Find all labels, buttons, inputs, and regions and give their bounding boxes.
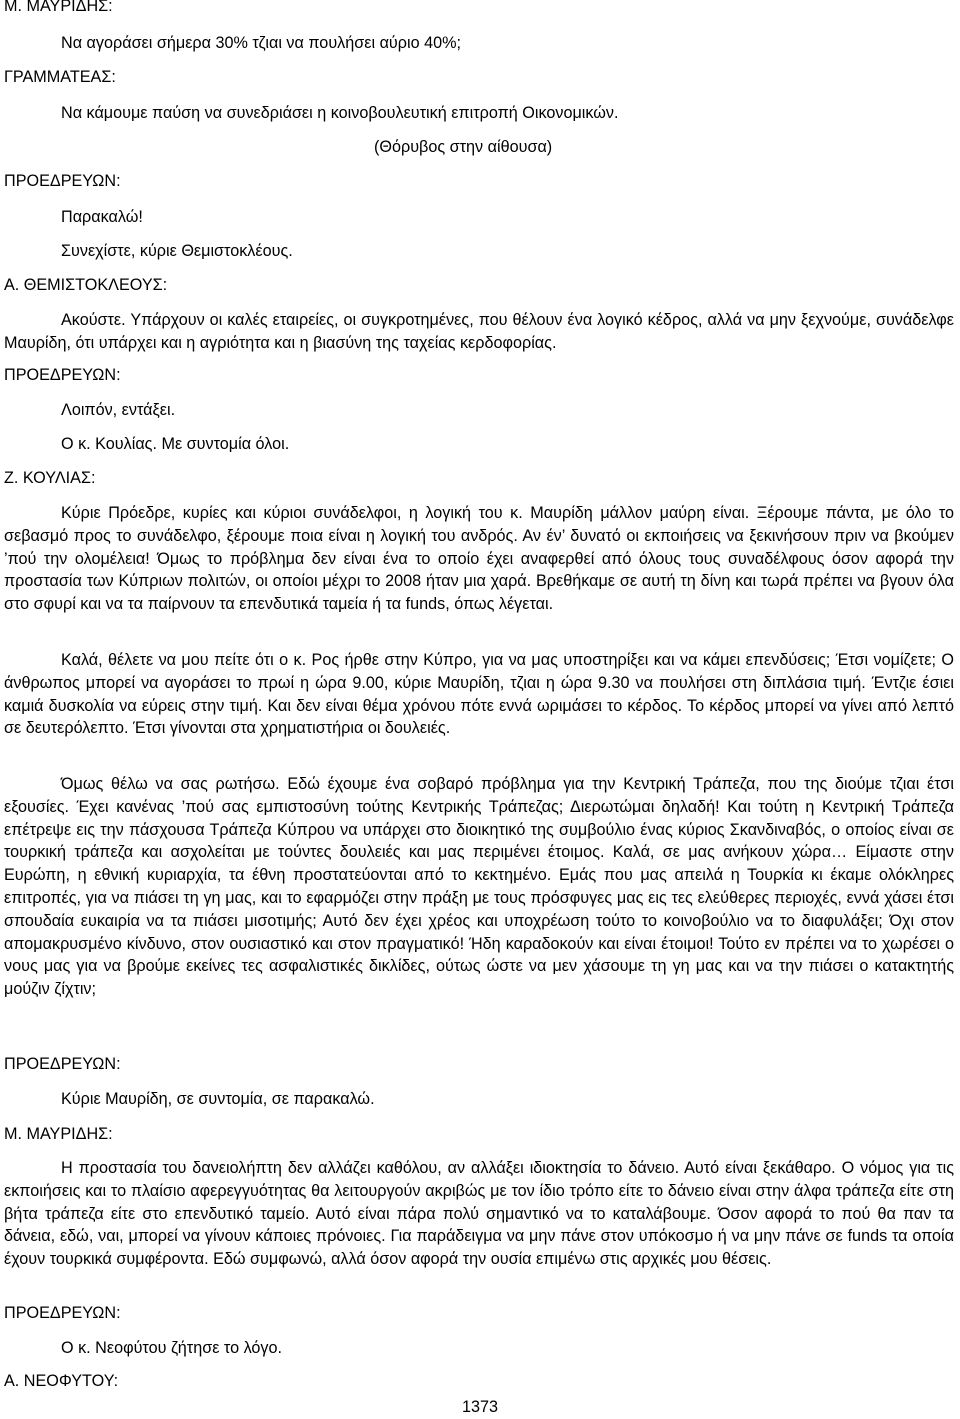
speaker-label-grammateas: ΓΡΑΜΜΑΤΕΑΣ: — [4, 68, 116, 86]
speaker-label-mavridis: Μ. ΜΑΥΡΙΔΗΣ: — [4, 0, 113, 15]
speaker-label-koulias: Ζ. ΚΟΥΛΙΑΣ: — [4, 469, 96, 487]
page-number: 1373 — [461, 1398, 498, 1416]
speech-line: Ο κ. Νεοφύτου ζήτησε το λόγο. — [61, 1339, 283, 1357]
speaker-label-proedreuon: ΠΡΟΕΔΡΕΥΩΝ: — [4, 1304, 121, 1322]
speaker-label-proedreuon: ΠΡΟΕΔΡΕΥΩΝ: — [4, 172, 121, 190]
speech-paragraph: Η προστασία του δανειολήπτη δεν αλλάζει καθόλου, αν αλλάξει ιδιοκτησία το δάνειο. Αυτό είναι ξεκάθαρο. Ο νόμος για τις εκποιήσεις και το πλαίσιο αφερεγγυότητας θα λειτουργούν ακριβώς με τον ίδιο τρόπο είτε το δάνειο είναι στην άλφα τράπεζα είτε στη βήτα τράπεζα είτε στο επενδυτικό ταμείο. Αυτό είναι πάρα πολύ σημαντικό να το καταλάβουμε. Όσον αφορά το πού θα παν τα δάνεια, εδώ, ναι, μπορεί να γίνουν κάποιες πρόνοιες. Για παράδειγμα να μην πάνε στον υπόκοσμο ή να μην πάνε σε funds τα οποία έχουν τουρκικά συμφέροντα. Εδώ συμφωνώ, αλλά όσον αφορά την ουσία επιμένω στις αρχικές μου θέσεις. — [4, 1159, 954, 1269]
speaker-label-proedreuon: ΠΡΟΕΔΡΕΥΩΝ: — [4, 1055, 121, 1073]
speech-paragraph: Ακούστε. Υπάρχουν οι καλές εταιρείες, οι συγκροτημένες, που θέλουν ένα λογικό κέδρος, αλλά να μην ξεχνούμε, συνάδελφε Μαυρίδη, ότι υπάρχει και η αγριότητα και η βιασύνη της ταχείας κερδοφορίας. — [4, 311, 954, 352]
speech-line: Να κάμουμε παύση να συνεδριάσει η κοινοβουλευτική επιτροπή Οικονομικών. — [61, 104, 619, 122]
speech-paragraph: Όμως θέλω να σας ρωτήσω. Εδώ έχουμε ένα σοβαρό πρόβλημα για την Κεντρική Τράπεζα, που της διούμε τζιαι έτσι εξουσίες. Έχει κανένας ’πού σας εμπιστοσύνη τούτης Κεντρικής Τράπεζας; Διερωτώμαι δηλαδή! Και τούτη η Κεντρική Τράπεζα επέτρεψε εις την πάσχουσα Τράπεζα Κύπρου να υπάρχει στο διοικητικό της συμβούλιο ένας κύριος Σκανδιναβός, ο οποίος είναι σε τουρκική τράπεζα και ασχολείται με τούντες δουλειές και μας περιμένει έτοιμος. Καλά, σε μας ανήκουν χώρα… Είμαστε στην Ευρώπη, η εθνική κυριαρχία, τα έθνη προστατεύονται από το κεκτημένο. Εμάς που μας απειλά η Τουρκία κι έκαμε ολόκληρες επιτροπές, για να πιάσει τη γη μας, και το εφαρμόζει στην πράξη με τους πρόσφυγες μας εις τες ελεύθερες περιοχές, εννά χάσει έτσι σπουδαία ευκαιρία να τα πιάσει μισοτιμής; Αυτό δεν έχει χρέος και υποχρέωση τούτο το κοινοβούλιο να το διαφυλάξει; Όχι στον απομακρυσμένο κίνδυνο, στον ουσιαστικό και στον πραγματικό! Ήδη καραδοκούν και είναι έτοιμοι! Τούτο εν πρέπει να το χωρέσει ο νους μας για να βρούμε εκείνες τες ασφαλιστικές δικλίδες, ούτως ώστε να μεν χάσουμε τη γη μας και να την πιάσει ο κατακτητής μούζιν ζίχτιν; — [4, 775, 954, 999]
speech-paragraph: Κύριε Πρόεδρε, κυρίες και κύριοι συνάδελφοι, η λογική του κ. Μαυρίδη μάλλον μαύρη είναι. Ξέρουμε πάντα, με όλο το σεβασμό προς το συνάδελφο, ξέρουμε ποια είναι η λογική του ανδρός. Αν έν’ δυνατό οι εκποιήσεις να ξεκινήσουν πριν να βκούμεν ’πού την ολομέλεια! Όμως το πρόβλημα δεν είναι ένα το οποίο έχει αναφερθεί από όλους τους συναδέλφους όσον αφορά την προστασία των Κύπριων πολιτών, οι οποίοι μέχρι το 2008 ήταν μια χαρά. Βρεθήκαμε σε αυτή τη δίνη και τωρά πρέπει να βγουν όλα στο σφυρί και να τα παίρνουν τα επενδυτικά ταμεία ή τα funds, όπως λέγεται. — [4, 504, 954, 614]
speech-line: Παρακαλώ! — [61, 208, 143, 226]
speaker-label-neofytou: Α. ΝΕΟΦΥΤΟΥ: — [4, 1372, 119, 1390]
speech-line: Να αγοράσει σήμερα 30% τζιαι να πουλήσει αύριο 40%; — [61, 34, 461, 52]
speaker-label-themistokleous: Α. ΘΕΜΙΣΤΟΚΛΕΟΥΣ: — [4, 276, 168, 294]
speaker-label-mavridis: Μ. ΜΑΥΡΙΔΗΣ: — [4, 1125, 113, 1143]
speech-line: Λοιπόν, εντάξει. — [61, 401, 176, 419]
speech-paragraph: Καλά, θέλετε να μου πείτε ότι ο κ. Ρος ήρθε στην Κύπρο, για να μας υποστηρίξει και να κάμει επενδύσεις; Έτσι νομίζετε; Ο άνθρωπος μπορεί να αγοράσει το πρωί η ώρα 9.00, κύριε Μαυρίδη, τζιαι η ώρα 9.30 να πουλήσει στη διπλάσια τιμή. Έντζιε έσιει καμιά δυσκολία να εύρεις στην τιμή. Και δεν είναι θέμα χρόνου πότε εννά ωριμάσει το κέρδος. Το κέρδος μπορεί να γίνει από λεπτό σε δευτερόλεπτο. Έτσι γίνονται στα χρηματιστήρια οι δουλειές. — [4, 651, 954, 738]
speech-line: Συνεχίστε, κύριε Θεμιστοκλέους. — [61, 242, 293, 260]
stage-direction: (Θόρυβος στην αίθουσα) — [374, 138, 553, 156]
speaker-label-proedreuon: ΠΡΟΕΔΡΕΥΩΝ: — [4, 366, 121, 384]
speech-line: Κύριε Μαυρίδη, σε συντομία, σε παρακαλώ. — [61, 1090, 375, 1108]
speech-line: Ο κ. Κουλίας. Με συντομία όλοι. — [61, 435, 290, 453]
